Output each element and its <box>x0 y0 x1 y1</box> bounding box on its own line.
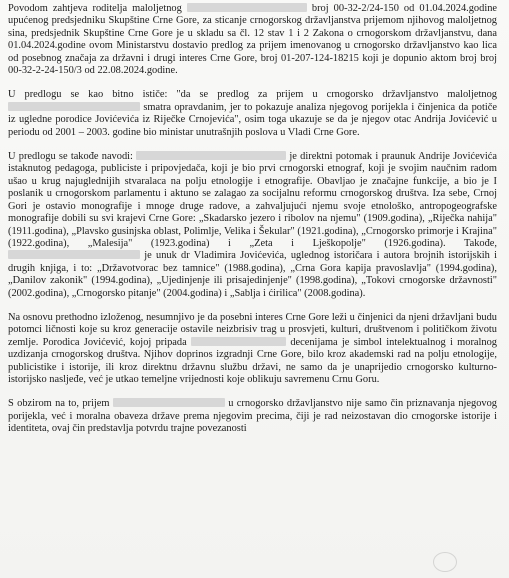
paragraph-closing <box>8 398 497 435</box>
paragraph-text: Povodom zahtjeva roditelja maloljetnog <box>8 3 182 14</box>
paragraph-text: 01.04.2024.godine upućenog predsjedniku Skupštine Crne Gore, za sticanje crnogorskog državljanstva prijemom njihovog maloljetnog sina, predsjednik Skupštine Crne Gore je u skladu sa čl. 12 stav 1 i 2 Zakona o crnogorskom državljanstvu, dana 01.04.2024.godine ovom Ministarstvu dostavio predlog za prijem imenovanog u crnogorsko državljanstvo kao lica od posebnog značaja za državni i drugi interes Crne Gore, broj 01-207-124-18215 koji je dopunio aktom broj broj 00-32-2-24-150/3 od 22.08.2024.godine. <box>8 3 498 77</box>
paragraph-text: je unuk dr Vladimira Jovićevića, uglednog istoričara i autora brojnih istorijskih i drugih knjiga, i to: „Državotvorac bez tamnice" (1988.godina), „Crna Gora kapija pravoslavlja" (1994.godina), „Danilov zakonik" (1994.godina), „Ujedinjenje ili prisajedinjenje" (1998.godina), „Tokovi crnogorske državnosti" (2002.godina), „Crnogorsko pitanje" (2004.godina) i „Sablja i ćirilica" (2008.godina). <box>8 250 497 299</box>
paragraph-request <box>8 3 497 77</box>
redacted-name <box>191 337 286 346</box>
paragraph-text: U predlogu se takođe navodi: <box>8 151 133 163</box>
redacted-name <box>113 398 225 407</box>
paragraph-text: u crnogorsko državljanstvo nije samo čin priznavanja njegovog porijekla, već i moralna obaveza države prema njegovim precima, čiji je rad neizostavan dio crnogorske istorije i identiteta, ovaj čin predstavlja potvrdu trajne povezanosti <box>8 398 497 435</box>
paragraph-text: je direktni potomak i praunuk Andrije Jovićevića istaknutog pedagoga, publiciste i pripovjedača, koji je bio prvi crnogorski etnograf, koji je svojim naučnim radom ušao u krug najuglednijih stvaralaca na polju etnologije i etnografije. Obavljao je značajne funkcije, a bio je I poslanik u crnogorskom parlamentu i aktuno se zalagao za socijalnu reformu crnogorskog društva. Iza sebe, Crnoj Gori je ostavio monografije i mnoge druge radove, a zahvaljujući njemu svoje etnološko, antropogeografske monografije dobili su svi krajevi Crne Gore: „Skadarsko jezero i ribolov na njemu" (1909.godina), „Riječka nahija" (1911.godina), „Plavsko gusinjska oblast, Polimlje, Velika i Šekular" (1921.godina), „Crnogorsko primorje i Krajina" (1922.godina), „Malesija" (1923.godina) i „Zeta i Lješkopolje" (1926.godina). Takođe, <box>8 151 497 249</box>
paragraph-proposal <box>8 89 497 139</box>
paragraph-text: U predlogu se kao bitno ističe: "da se predlog za prijem u crnogorsko državljanstvo maloljetnog <box>8 89 497 101</box>
redacted-name <box>187 3 307 12</box>
stamp-mark <box>433 552 457 572</box>
redacted-name <box>8 250 140 259</box>
redacted-name <box>136 151 286 160</box>
paragraph-text: decenijama je simbol intelektualnog i moralnog uzdizanja crnogorskog društva. Njihov doprinos izgradnji Crne Gore, bilo kroz akademski rad na polju etnologije, publicistike i istorije, ili kroz direktnu državnu službu državi, ne samo da je unaprijedio crnogorsko kulturno-istorijsko nasljeđe, već je utkao temeljne vrijednosti koje oblikuju savremenu Crnu Goru. <box>8 336 498 385</box>
paragraph-ancestry <box>8 151 497 300</box>
paragraph-text: smatra opravdanim, jer to pokazuje analiza njegovog porijekla i činjenica da potiče iz ugledne porodice Jovićevića iz Riječke Crnojevića", osim toga ukazuje se da je njegov otac Andrija Jovićević u periodu od 2001 – 2003. godine bio ministar unutrašnjih poslova u Vladi Crne Gore. <box>8 101 497 138</box>
paragraph-conclusion <box>8 312 497 386</box>
paragraph-text: Na osnovu prethodno izloženog, nesumnjivo je da posebni interes Crne Gore leži u činjenici da njeni državljani budu potomci ličnosti koje su kroz generacije ostavile neizbrisiv trag u prosvjeti, kulturi, društvenom i političkom životu zemlje. Porodica Jovićević, kojoj pripada <box>8 311 497 348</box>
paragraph-text: S obzirom na to, prijem <box>8 398 110 410</box>
redacted-name <box>8 102 140 111</box>
paragraph-text: broj 00-32-2/24-150 od <box>311 3 415 14</box>
